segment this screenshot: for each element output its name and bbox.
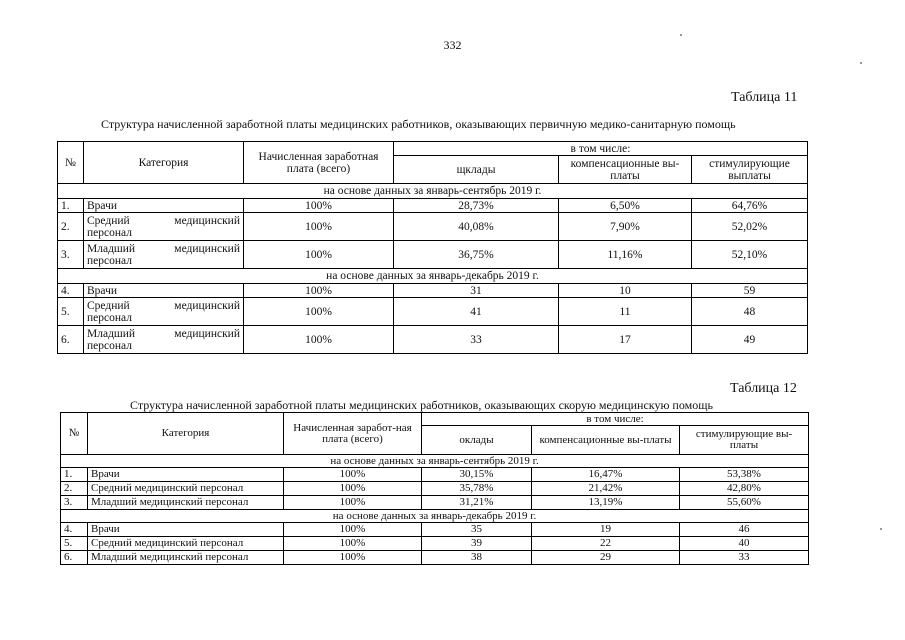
row-total: 100% <box>244 241 394 269</box>
row-incentive: 40 <box>680 537 809 551</box>
row-total: 100% <box>244 326 394 354</box>
row-num: 3. <box>61 496 88 510</box>
row-num: 2. <box>58 213 84 241</box>
col-header-num: № <box>61 413 88 455</box>
category-line: персонал <box>87 254 132 267</box>
row-incentive: 52,02% <box>692 213 808 241</box>
col-header-total: Начисленная заработ-ная плата (всего) <box>284 413 422 455</box>
col-header-salaries: щклады <box>394 156 559 184</box>
row-category: Младший медицинский персонал <box>88 551 284 565</box>
row-incentive: 42,80% <box>680 482 809 496</box>
col-header-including: в том числе: <box>422 413 809 426</box>
table12-label: Таблица 12 <box>730 381 797 396</box>
table-row <box>58 284 808 298</box>
category-line: Средний медицинский <box>87 214 240 227</box>
row-num: 4. <box>58 284 84 298</box>
row-category: Средний медицинский персонал <box>88 482 284 496</box>
table-row <box>58 241 808 269</box>
row-incentive: 48 <box>692 298 808 326</box>
col-header-compensation: компенсационные вы-платы <box>559 156 692 184</box>
row-salaries: 35 <box>422 523 532 537</box>
row-total: 100% <box>284 496 422 510</box>
col-header-category: Категория <box>88 413 284 455</box>
category-line: Младший медицинский <box>87 327 240 340</box>
col-header-incentive: стимулирующие вы-платы <box>680 426 809 455</box>
row-salaries: 38 <box>422 551 532 565</box>
row-incentive: 64,76% <box>692 199 808 213</box>
row-salaries: 40,08% <box>394 213 559 241</box>
row-incentive: 49 <box>692 326 808 354</box>
row-incentive: 53,38% <box>680 468 809 482</box>
category-line: Средний медицинский <box>87 299 240 312</box>
row-num: 6. <box>58 326 84 354</box>
row-compensation: 7,90% <box>559 213 692 241</box>
col-header-including: в том числе: <box>394 142 808 156</box>
section-title: на основе данных за январь-декабрь 2019 г. <box>58 269 808 284</box>
row-incentive: 55,60% <box>680 496 809 510</box>
col-header-incentive: стимулирующие выплаты <box>692 156 808 184</box>
row-compensation: 11 <box>559 298 692 326</box>
row-total: 100% <box>284 537 422 551</box>
row-num: 2. <box>61 482 88 496</box>
category-line: персонал <box>87 311 132 324</box>
col-header-num: № <box>58 142 84 184</box>
row-compensation: 17 <box>559 326 692 354</box>
table-row <box>58 326 808 354</box>
row-compensation: 29 <box>532 551 680 565</box>
row-num: 1. <box>58 199 84 213</box>
table-row <box>61 523 809 537</box>
row-incentive: 46 <box>680 523 809 537</box>
row-category <box>84 213 244 241</box>
row-salaries: 31,21% <box>422 496 532 510</box>
col-header-compensation: компенсационные вы-платы <box>532 426 680 455</box>
row-num: 5. <box>61 537 88 551</box>
row-salaries: 28,73% <box>394 199 559 213</box>
row-incentive: 33 <box>680 551 809 565</box>
row-total: 100% <box>244 199 394 213</box>
row-category <box>84 326 244 354</box>
category-line: персонал <box>87 339 132 352</box>
row-category: Средний медицинский персонал <box>88 537 284 551</box>
row-salaries: 35,78% <box>422 482 532 496</box>
col-header-salaries: оклады <box>422 426 532 455</box>
row-total: 100% <box>244 298 394 326</box>
row-category: Младший медицинский персонал <box>88 496 284 510</box>
row-compensation: 19 <box>532 523 680 537</box>
table-row <box>61 537 809 551</box>
section-title: на основе данных за январь-сентябрь 2019 г. <box>58 184 808 199</box>
row-total: 100% <box>244 284 394 298</box>
category-line: Младший медицинский <box>87 242 240 255</box>
row-compensation: 10 <box>559 284 692 298</box>
table12-title: Структура начисленной заработной платы медицинских работников, оказывающих скорую медицинскую помощь <box>130 398 713 412</box>
table-row <box>61 496 809 510</box>
row-incentive: 52,10% <box>692 241 808 269</box>
row-total: 100% <box>284 468 422 482</box>
row-num: 5. <box>58 298 84 326</box>
col-header-total: Начисленная заработная плата (всего) <box>244 142 394 184</box>
scan-speck <box>860 62 862 64</box>
row-category: Врачи <box>88 468 284 482</box>
table-row <box>61 551 809 565</box>
col-header-category: Категория <box>84 142 244 184</box>
table-row <box>61 482 809 496</box>
table12 <box>60 412 809 565</box>
row-category: Врачи <box>88 523 284 537</box>
row-salaries: 41 <box>394 298 559 326</box>
row-num: 3. <box>58 241 84 269</box>
row-compensation: 22 <box>532 537 680 551</box>
row-category <box>84 241 244 269</box>
row-category <box>84 298 244 326</box>
table-row <box>61 468 809 482</box>
scan-speck <box>880 528 882 530</box>
section-title: на основе данных за январь-сентябрь 2019 г. <box>61 455 809 468</box>
row-num: 4. <box>61 523 88 537</box>
row-compensation: 13,19% <box>532 496 680 510</box>
scan-speck <box>680 34 682 36</box>
row-salaries: 31 <box>394 284 559 298</box>
row-num: 1. <box>61 468 88 482</box>
row-incentive: 59 <box>692 284 808 298</box>
table11-label: Таблица 11 <box>731 90 798 105</box>
row-category: Врачи <box>84 199 244 213</box>
row-compensation: 6,50% <box>559 199 692 213</box>
category-line: персонал <box>87 226 132 239</box>
table11 <box>57 141 808 354</box>
table-row <box>58 199 808 213</box>
table-row <box>58 298 808 326</box>
row-compensation: 16,47% <box>532 468 680 482</box>
table11-title: Структура начисленной заработной платы медицинских работников, оказывающих первичную медико-санитарную помощь <box>101 117 736 131</box>
row-category: Врачи <box>84 284 244 298</box>
row-total: 100% <box>284 482 422 496</box>
row-total: 100% <box>244 213 394 241</box>
row-salaries: 39 <box>422 537 532 551</box>
row-salaries: 30,15% <box>422 468 532 482</box>
row-compensation: 21,42% <box>532 482 680 496</box>
row-salaries: 33 <box>394 326 559 354</box>
row-total: 100% <box>284 551 422 565</box>
table-row <box>58 213 808 241</box>
row-compensation: 11,16% <box>559 241 692 269</box>
row-salaries: 36,75% <box>394 241 559 269</box>
section-title: на основе данных за январь-декабрь 2019 г. <box>61 510 809 523</box>
row-num: 6. <box>61 551 88 565</box>
page-number: 332 <box>443 38 462 52</box>
row-total: 100% <box>284 523 422 537</box>
